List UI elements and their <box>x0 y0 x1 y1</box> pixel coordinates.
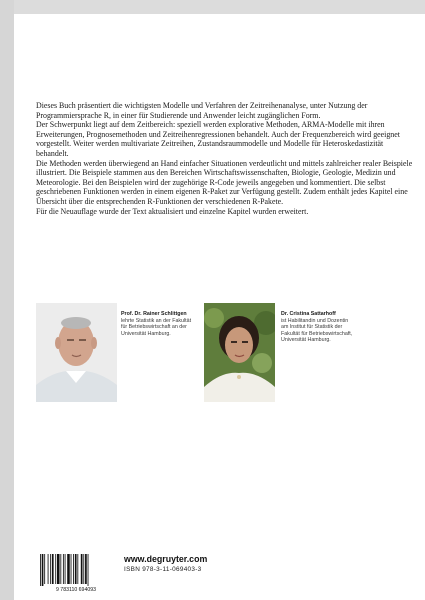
publisher-url: www.degruyter.com <box>124 554 208 564</box>
barcode-bar <box>57 554 60 584</box>
barcode-bar <box>73 554 74 584</box>
author-bio-line: am Institut für Statistik der <box>281 324 343 330</box>
barcode-bar <box>88 554 89 586</box>
barcode-bar <box>63 554 64 584</box>
page-edge-left <box>0 0 14 600</box>
author-photo-schlittgen <box>36 303 117 402</box>
barcode-bar <box>60 554 61 584</box>
barcode-bar <box>75 554 77 584</box>
author-bio-line: für Betriebswirtschaft an der <box>121 324 187 330</box>
author-bio-line: ist Habilitandin und Dozentin <box>281 317 349 324</box>
barcode-bar <box>48 554 49 584</box>
author-bio-schlittgen <box>121 311 191 337</box>
barcode-bar <box>42 554 44 586</box>
barcode-bar <box>67 554 70 584</box>
barcode-bar <box>40 554 41 586</box>
barcode-bar <box>85 554 87 584</box>
author-bio-line: Universität Hamburg. <box>121 330 171 337</box>
author-name: Prof. Dr. Rainer Schlittgen <box>121 311 187 317</box>
barcode-bar <box>65 554 66 584</box>
barcode-digits: 9 783110 694093 <box>55 587 97 593</box>
author-photo-sattarhoff <box>204 303 275 402</box>
barcode-bar <box>77 554 78 584</box>
isbn-number: ISBN 978-3-11-069403-3 <box>124 566 202 573</box>
author-bio-line: Universität Hamburg. <box>281 337 331 343</box>
blurb-text <box>36 101 416 216</box>
blurb-paragraph-3: Die Methoden werden überwiegend an Hand einfacher Situationen verdeutlicht und mittels zahlreicher realer Beispiele illustriert. Die Beispiele stammen aus den Bereichen Wirtschaftswissenschaften, Biologie, Geologie, Medizin und Meteorologie. Bei den Beispielen wird der zugehörige R-Code jeweils angegeben und kommentiert. Die selbst geschriebenen Funktionen werden in einem eigenen R-Paket zur Verfügung gestellt. Zudem enthält jedes Kapitel eine Übersicht über die entsprechenden R-Funktionen der verschiedenen R-Pakete. <box>36 158 413 206</box>
barcode-bar <box>44 554 45 584</box>
author-bio-sattarhoff <box>281 311 352 344</box>
blurb-paragraph-1: Dieses Buch präsentiert die wichtigsten Modelle und Verfahren der Zeitreihenanalyse, unter Nutzung der Programmiersprache R, in einer für Studierende und Anwender leicht zugänglichen Form. <box>36 101 368 120</box>
author-bio-line: Fakultät für Betriebswirtschaft, <box>281 330 353 337</box>
page-edge-top <box>0 0 425 14</box>
barcode-bar <box>71 554 72 584</box>
barcode-bar <box>52 554 54 584</box>
author-bio-line: lehrte Statistik an der Fakultät <box>121 317 192 324</box>
blurb-paragraph-2: Der Schwerpunkt liegt auf dem Zeitbereich: speziell werden explorative Methoden, ARMA-Modelle mit ihren Erweiterungen, Prognosemethoden und Zeitreihenregressionen behandelt. Auch der Frequenzbereich wird geeignet vorgestellt. Weiter werden multivariate Zeitreihen, Zustandsraummodelle und Modelle für Heteroskedastizität behandelt. <box>36 120 400 158</box>
barcode-bar <box>81 554 83 584</box>
author-name: Dr. Cristina Sattarhoff <box>281 311 336 317</box>
isbn-barcode <box>36 551 116 593</box>
barcode-bar <box>55 554 56 584</box>
blurb-paragraph-4: Für die Neuauflage wurde der Text aktualisiert und einzelne Kapitel wurden erweitert. <box>36 206 309 216</box>
barcode-bar <box>50 554 51 584</box>
barcode-bar <box>83 554 84 584</box>
